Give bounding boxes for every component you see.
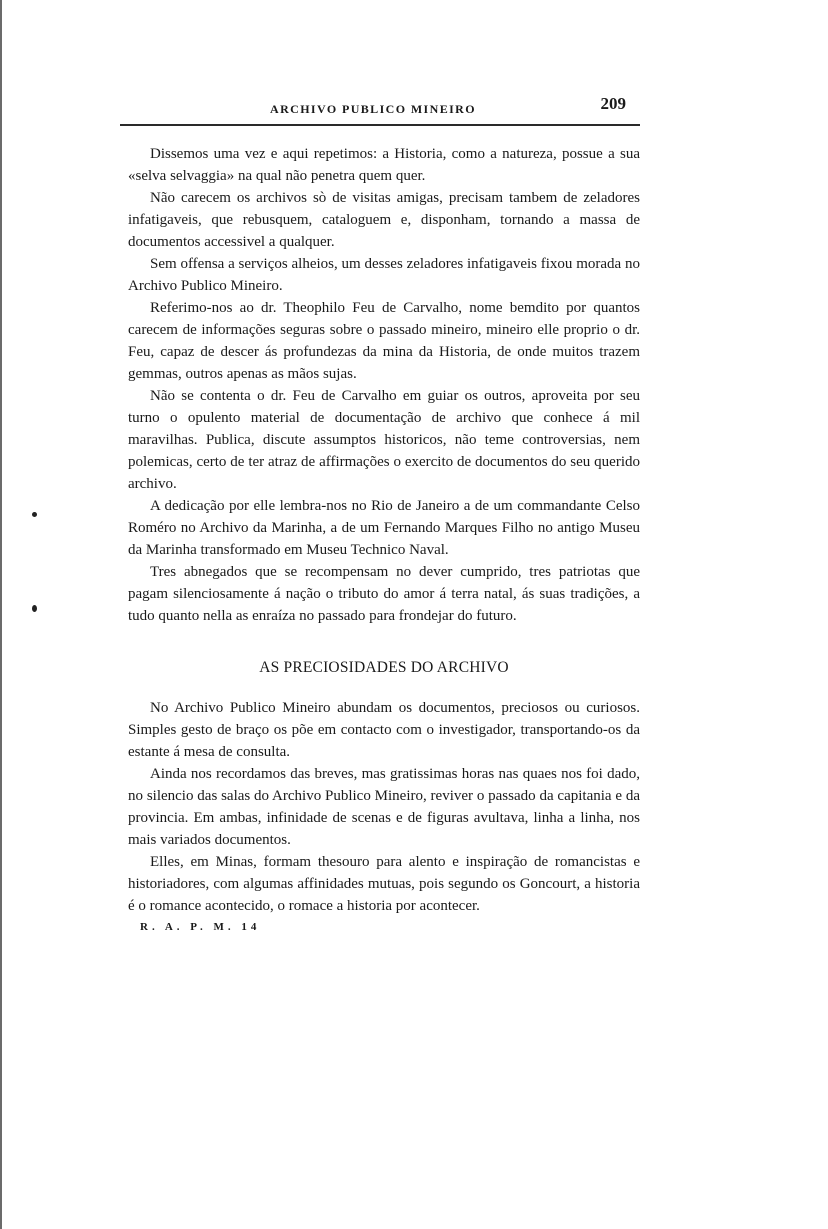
running-head xyxy=(120,94,640,120)
paragraph: A dedicação por elle lembra-nos no Rio de Janeiro a de um commandante Celso Roméro no Archivo da Marinha, a de um Fernando Marques Filho no antigo Museu da Marinha transformado em Museu Technico Naval. xyxy=(128,498,640,558)
section-heading: AS PRECIOSIDADES DO ARCHIVO xyxy=(259,659,509,676)
running-title: ARCHIVO PUBLICO MINEIRO xyxy=(270,102,476,116)
body-text xyxy=(128,143,640,933)
signature-mark: R. A. P. M. 14 xyxy=(140,921,261,933)
paragraph: Dissemos uma vez e aqui repetimos: a Historia, como a natureza, possue a sua «selva selvaggia» na qual não penetra quem quer. xyxy=(128,146,640,184)
paragraph: Ainda nos recordamos das breves, mas gratissimas horas nas quaes nos foi dado, no silencio das salas do Archivo Publico Mineiro, reviver o passado da capitania e da provincia. Em ambas, infinidade de scenas e de figuras avultava, linha a linha, nos mais variados documentos. xyxy=(128,766,640,848)
paragraph: Não carecem os archivos sò de visitas amigas, precisam tambem de zeladores infatigaveis, que rebusquem, cataloguem e, disponham, tornando a massa de documentos accessivel a qualquer. xyxy=(128,190,640,250)
paragraph: Tres abnegados que se recompensam no dever cumprido, tres patriotas que pagam silenciosamente á nação o tributo do amor á terra natal, ás suas tradições, a tudo quanto nella as enraíza no passado para frondejar do futuro. xyxy=(128,564,640,624)
margin-mark-1 xyxy=(32,512,37,517)
paragraph: Sem offensa a serviços alheios, um desses zeladores infatigaveis fixou morada no Archivo Publico Mineiro. xyxy=(128,256,640,294)
page-number: 209 xyxy=(600,94,626,113)
margin-mark-2 xyxy=(32,605,37,612)
scan-page-edge xyxy=(0,0,2,1229)
header-rule xyxy=(120,124,640,126)
paragraph: No Archivo Publico Mineiro abundam os documentos, preciosos ou curiosos. Simples gesto de braço os põe em contacto com o investigador, transportando-os da estante á mesa de consulta. xyxy=(128,700,640,760)
paragraph: Referimo-nos ao dr. Theophilo Feu de Carvalho, nome bemdito por quantos carecem de informações seguras sobre o passado mineiro, mineiro elle proprio o dr. Feu, capaz de descer ás profundezas da mina da Historia, de onde muitos trazem gemmas, outros apenas as mãos sujas. xyxy=(128,300,640,382)
paragraph: Não se contenta o dr. Feu de Carvalho em guiar os outros, aproveita por seu turno o opulento material de documentação de archivo que conhece á mil maravilhas. Publica, discute assumptos historicos, não teme controversias, nem polemicas, certo de ter atraz de affirmações o exercito de documentos do seu querido archivo. xyxy=(128,388,640,492)
paragraph: Elles, em Minas, formam thesouro para alento e inspiração de romancistas e historiadores, com algumas affinidades mutuas, pois segundo os Goncourt, a historia é o romance acontecido, o romace a historia por acontecer. xyxy=(128,854,640,914)
